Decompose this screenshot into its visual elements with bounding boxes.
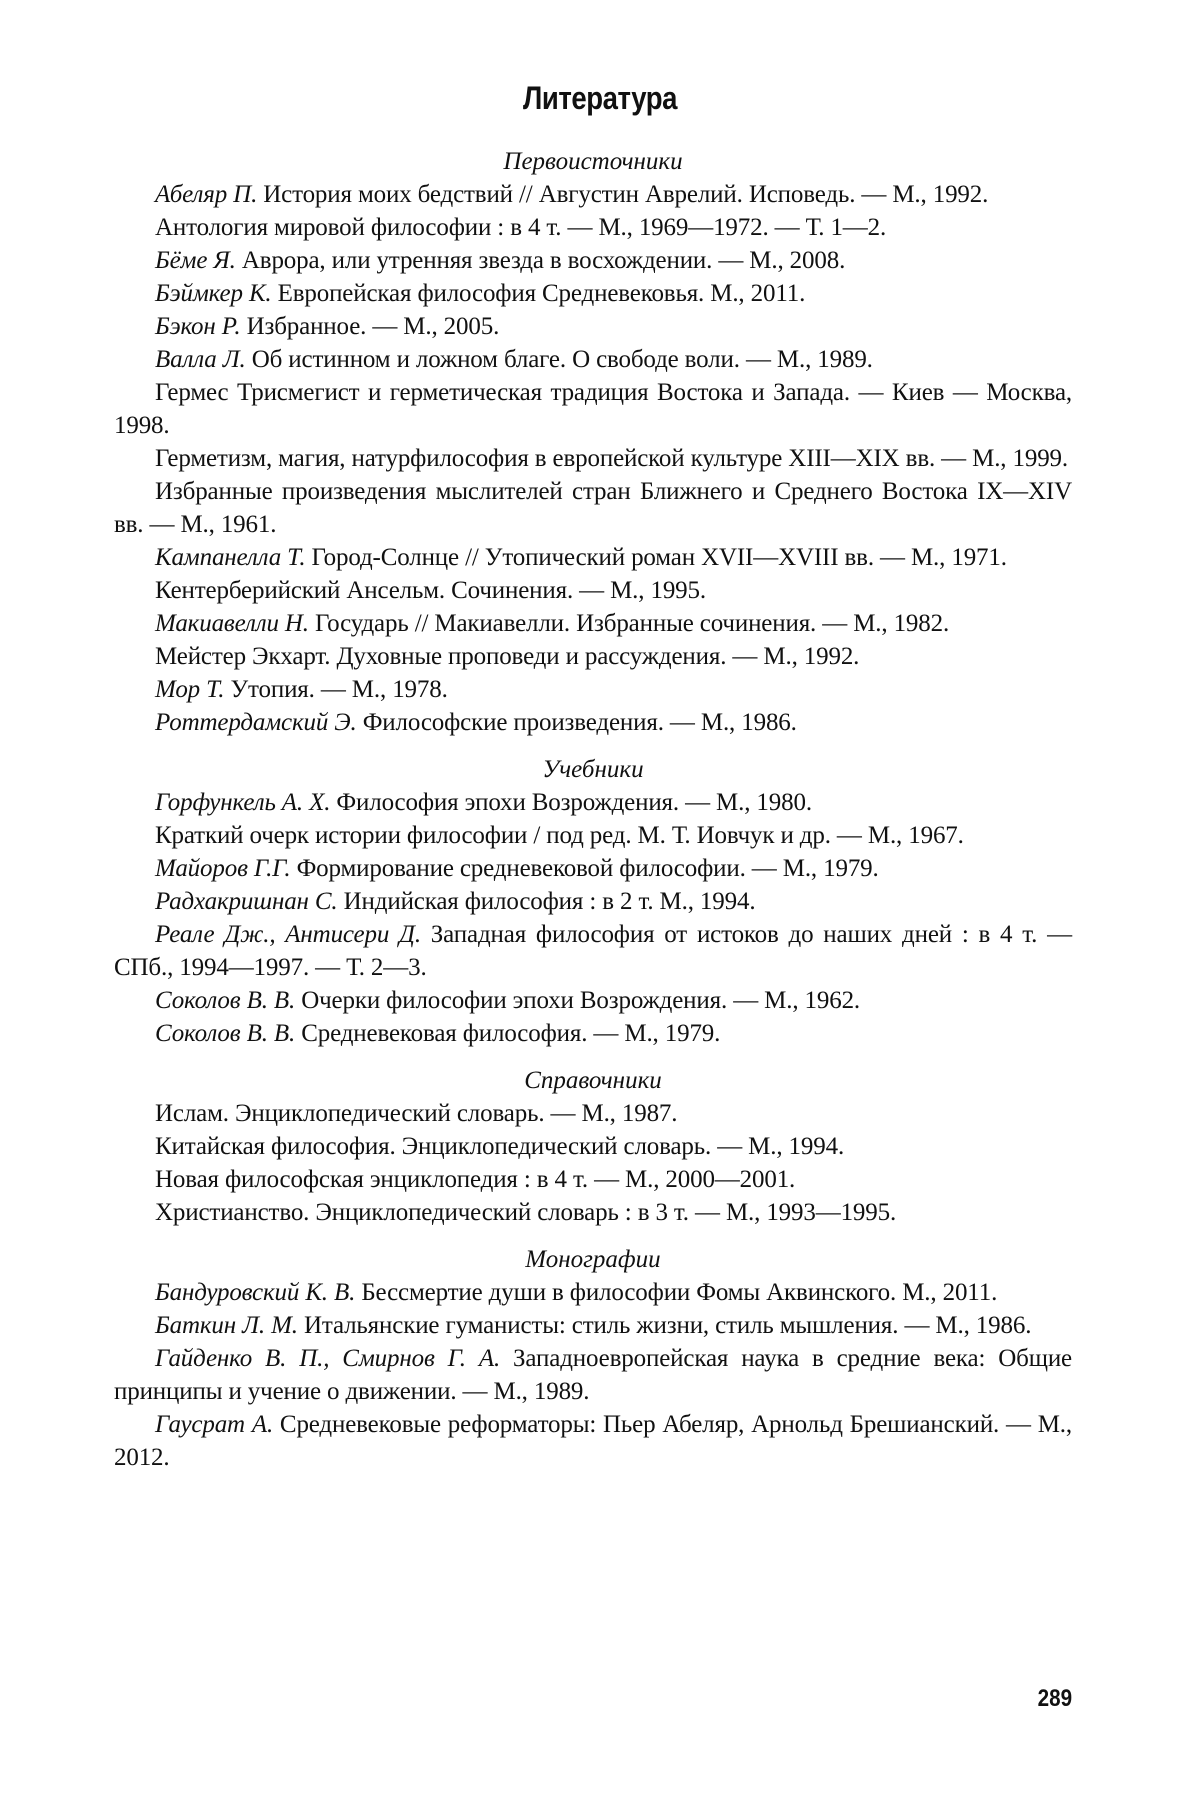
bibliography-entry [114, 1130, 1072, 1163]
entry-text: Кентерберийский Ансельм. Сочинения. — М., 1995. [155, 577, 706, 604]
entry-text: Аврора, или утренняя звезда в восхождении. — М., 2008. [235, 247, 846, 274]
bibliography-entry [114, 376, 1072, 442]
entry-text: Гермес Трисмегист и герметическая традиция Востока и Запада. — Киев — Москва, 1998. [114, 379, 1072, 439]
bibliography-section [114, 1050, 1072, 1229]
section-heading: Справочники [524, 1067, 662, 1094]
section-spacer [114, 739, 1072, 753]
entry-author: Бёме Я. [155, 247, 236, 274]
bibliography-entry [114, 918, 1072, 984]
entry-text: Ислам. Энциклопедический словарь. — М., 1987. [155, 1100, 678, 1127]
bibliography-entry [114, 1276, 1072, 1309]
entry-author: Соколов В. В. [155, 987, 296, 1014]
bibliography-entry [114, 1342, 1072, 1408]
entry-author: Горфункель А. Х. [155, 789, 331, 816]
entry-text: Герметизм, магия, натурфилософия в европейской культуре XIII—XIX вв. — М., 1999. [155, 445, 1069, 472]
entry-text: Христианство. Энциклопедический словарь : в 3 т. — М., 1993—1995. [155, 1199, 897, 1226]
entry-text: Об истинном и ложном благе. О свободе воли. — М., 1989. [245, 346, 873, 373]
bibliography-entry [114, 244, 1072, 277]
entry-author: Роттердамский Э. [155, 709, 357, 736]
entry-text: Новая философская энциклопедия : в 4 т. — М., 2000—2001. [155, 1166, 796, 1193]
page-number: 289 [1037, 1685, 1072, 1712]
entry-author: Гайденко В. П., Смирнов Г. А. [155, 1345, 501, 1372]
bibliography-entry [114, 786, 1072, 819]
entry-author: Баткин Л. М. [155, 1312, 298, 1339]
bibliography-entry [114, 984, 1072, 1017]
section-heading: Первоисточники [503, 148, 683, 175]
entry-text: Итальянские гуманисты: стиль жизни, стиль мышления. — М., 1986. [297, 1312, 1032, 1339]
entry-text: Европейская философия Средневековья. М., 2011. [271, 280, 806, 307]
section-spacer [114, 1229, 1072, 1243]
entry-author: Бэймкер К. [155, 280, 272, 307]
page-title: Литература [522, 80, 678, 116]
bibliography-entry [114, 541, 1072, 574]
bibliography-entry [114, 277, 1072, 310]
bibliography-section [114, 739, 1072, 1050]
entry-text: Западная философия от истоков до наших дней : в 4 т. — СПб., 1994—1997. — Т. 2—3. [114, 921, 1072, 981]
bibliography-entry [114, 310, 1072, 343]
entry-text: Китайская философия. Энциклопедический словарь. — М., 1994. [155, 1133, 845, 1160]
bibliography-entry [114, 343, 1072, 376]
entry-text: Западноевропейская наука в средние века: Общие принципы и учение о движении. — М., 1989. [114, 1345, 1072, 1405]
entry-author: Реале Дж., Антисери Д. [155, 921, 421, 948]
bibliography [114, 145, 1072, 1474]
entry-text: Мейстер Экхарт. Духовные проповеди и рассуждения. — М., 1992. [155, 643, 860, 670]
section-spacer [114, 1050, 1072, 1064]
bibliography-entry [114, 640, 1072, 673]
entry-text: Индийская философия : в 2 т. М., 1994. [337, 888, 756, 915]
bibliography-entry [114, 819, 1072, 852]
bibliography-entry [114, 673, 1072, 706]
bibliography-entry [114, 1309, 1072, 1342]
bibliography-entry [114, 442, 1072, 475]
entry-text: Бессмертие души в философии Фомы Аквинского. М., 2011. [355, 1279, 998, 1306]
entry-author: Мор Т. [155, 676, 225, 703]
entry-author: Бэкон Р. [155, 313, 241, 340]
entry-author: Гаусрат А. [155, 1411, 274, 1438]
entry-author: Соколов В. В. [155, 1020, 296, 1047]
entry-text: Философия эпохи Возрождения. — М., 1980. [330, 789, 812, 816]
bibliography-entry [114, 1163, 1072, 1196]
entry-text: Государь // Макиавелли. Избранные сочинения. — М., 1982. [308, 610, 950, 637]
bibliography-entry [114, 211, 1072, 244]
bibliography-entry [114, 178, 1072, 211]
entry-text: Город-Солнце // Утопический роман XVII—XVIII вв. — М., 1971. [305, 544, 1007, 571]
entry-author: Майоров Г.Г. [155, 855, 291, 882]
bibliography-entry [114, 574, 1072, 607]
entry-text: Средневековая философия. — М., 1979. [295, 1020, 721, 1047]
bibliography-entry [114, 1196, 1072, 1229]
bibliography-entry [114, 706, 1072, 739]
bibliography-section [114, 145, 1072, 739]
entry-text: Очерки философии эпохи Возрождения. — М., 1962. [295, 987, 861, 1014]
entry-text: Избранное. — М., 2005. [240, 313, 500, 340]
section-heading: Монографии [525, 1246, 661, 1273]
bibliography-entry [114, 1017, 1072, 1050]
entry-author: Абеляр П. [155, 181, 258, 208]
entry-text: Антология мировой философии : в 4 т. — М., 1969—1972. — Т. 1—2. [155, 214, 887, 241]
entry-text: Краткий очерк истории философии / под ред. М. Т. Иовчук и др. — М., 1967. [155, 822, 964, 849]
entry-text: Утопия. — М., 1978. [224, 676, 448, 703]
entry-text: Философские произведения. — М., 1986. [356, 709, 797, 736]
bibliography-entry [114, 475, 1072, 541]
bibliography-entry [114, 885, 1072, 918]
entry-author: Валла Л. [155, 346, 246, 373]
entry-text: История моих бедствий // Августин Аврелий. Исповедь. — М., 1992. [257, 181, 989, 208]
bibliography-entry [114, 1097, 1072, 1130]
bibliography-section [114, 1229, 1072, 1474]
entry-text: Избранные произведения мыслителей стран Ближнего и Среднего Востока IX—XIV вв. — М., 1961. [114, 478, 1072, 538]
section-heading: Учебники [542, 756, 644, 783]
entry-text: Средневековые реформаторы: Пьер Абеляр, Арнольд Брешианский. — М., 2012. [114, 1411, 1073, 1471]
entry-author: Макиавелли Н. [155, 610, 309, 637]
entry-text: Формирование средневековой философии. — М., 1979. [290, 855, 879, 882]
bibliography-entry [114, 1408, 1072, 1474]
bibliography-entry [114, 852, 1072, 885]
entry-author: Радхакришнан С. [155, 888, 338, 915]
entry-author: Кампанелла Т. [155, 544, 306, 571]
bibliography-entry [114, 607, 1072, 640]
entry-author: Бандуровский К. В. [155, 1279, 356, 1306]
